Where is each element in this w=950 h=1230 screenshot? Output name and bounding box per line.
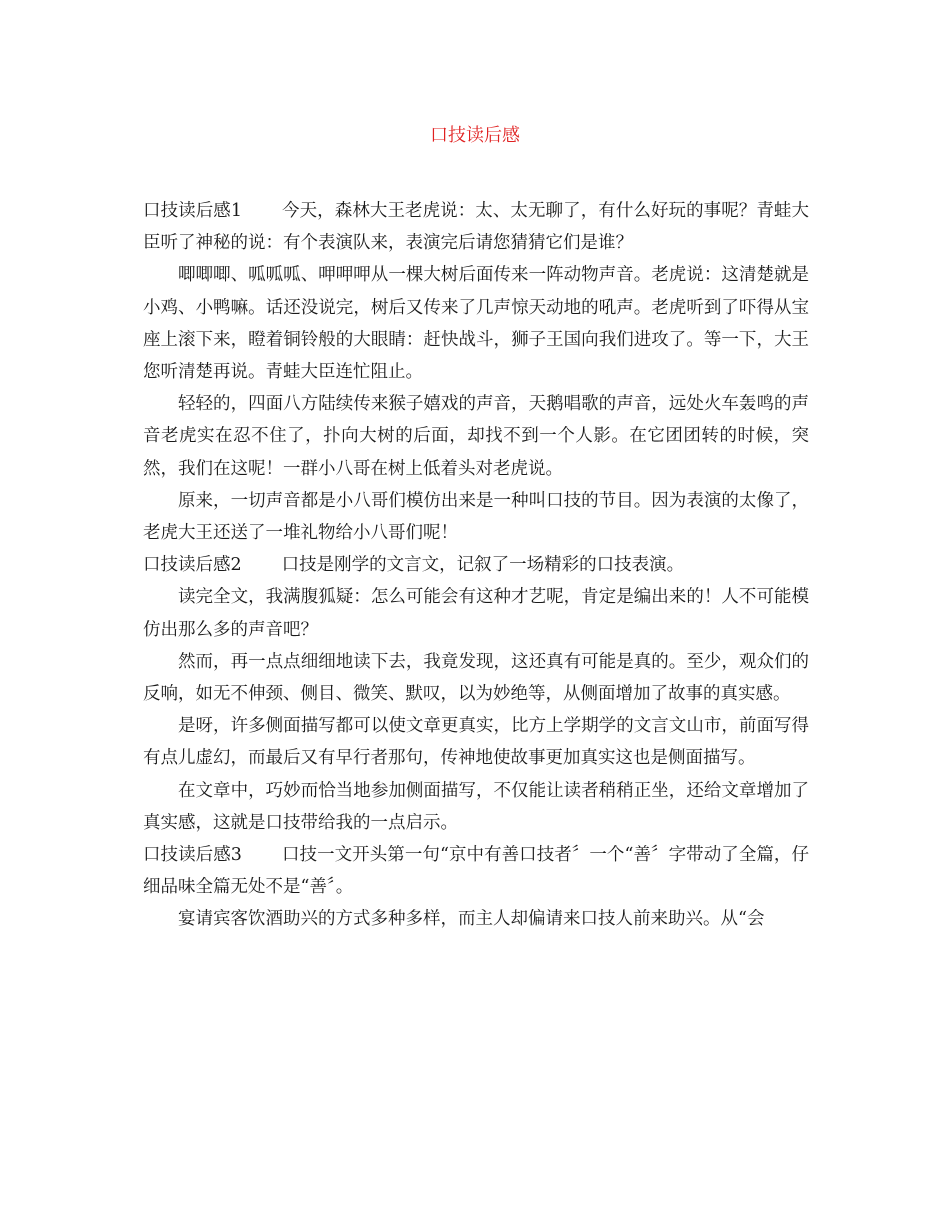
paragraph: 宴请宾客饮酒助兴的方式多种多样，而主人却偏请来口技人前来助兴。从“会 (178, 909, 765, 930)
section-first-text: 今天，森林大王老虎说：太、太无聊了，有什么好玩的事呢？青蛙大臣听了神秘的说：有个表演队来，表演完后请您猜猜它们是谁？ (143, 201, 810, 254)
paragraph: 在文章中，巧妙而恰当地参加侧面描写，不仅能让读者稍稍正坐，还给文章增加了真实感，这就是口技带给我的一点启示。 (143, 780, 809, 833)
section-heading: 口技读后感3 (143, 845, 242, 866)
paragraph: 然而，再一点点细细地读下去，我竟发现，这还真有可能是真的。至少，观众们的反响，如无不伸颈、侧目、微笑、默叹，以为妙绝等，从侧面增加了故事的真实感。 (143, 651, 809, 705)
section-2-lead (143, 549, 809, 581)
section-heading: 口技读后感2 (143, 555, 242, 576)
section-3-lead (143, 839, 809, 903)
paragraph: 原来，一切声音都是小八哥们模仿出来是一种叫口技的节目。因为表演的太像了，老虎大王还送了一堆礼物给小八哥们呢！ (143, 490, 809, 544)
section-first-text: 口技一文开头第一句“京中有善口技者〞一个“善〞字带动了全篇，仔细品味全篇无处不是“善〞。 (143, 845, 809, 898)
document-title: 口技读后感 (430, 125, 520, 146)
section-heading: 口技读后感1 (143, 201, 242, 221)
paragraph: 是呀，许多侧面描写都可以使文章更真实，比方上学期学的文言文山市，前面写得有点儿虚幻，而最后又有早行者那句，传神地使故事更加真实这也是侧面描写。 (143, 716, 809, 769)
section-1-lead (143, 195, 809, 259)
section-first-text: 口技是刚学的文言文，记叙了一场精彩的口技表演。 (281, 555, 685, 576)
paragraph: 读完全文，我满腹狐疑：怎么可能会有这种才艺呢，肯定是编出来的！人不可能模仿出那么多的声音吧？ (143, 587, 809, 640)
paragraph: 唧唧唧、呱呱呱、呷呷呷从一棵大树后面传来一阵动物声音。老虎说：这清楚就是小鸡、小鸭嘛。话还没说完，树后又传来了几声惊天动地的吼声。老虎听到了吓得从宝座上滚下来，瞪着铜铃般的大眼睛：赶快战斗，狮子王国向我们进攻了。等一下，大王您听清楚再说。青蛙大臣连忙阻止。 (143, 265, 809, 383)
paragraph: 轻轻的，四面八方陆续传来猴子嬉戏的声音，天鹅唱歌的声音，远处火车轰鸣的声音老虎实在忍不住了，扑向大树的后面，却找不到一个人影。在它团团转的时候，突然，我们在这呢！一群小八哥在树上低着头对老虎说。 (143, 394, 809, 479)
document-body (143, 195, 809, 936)
